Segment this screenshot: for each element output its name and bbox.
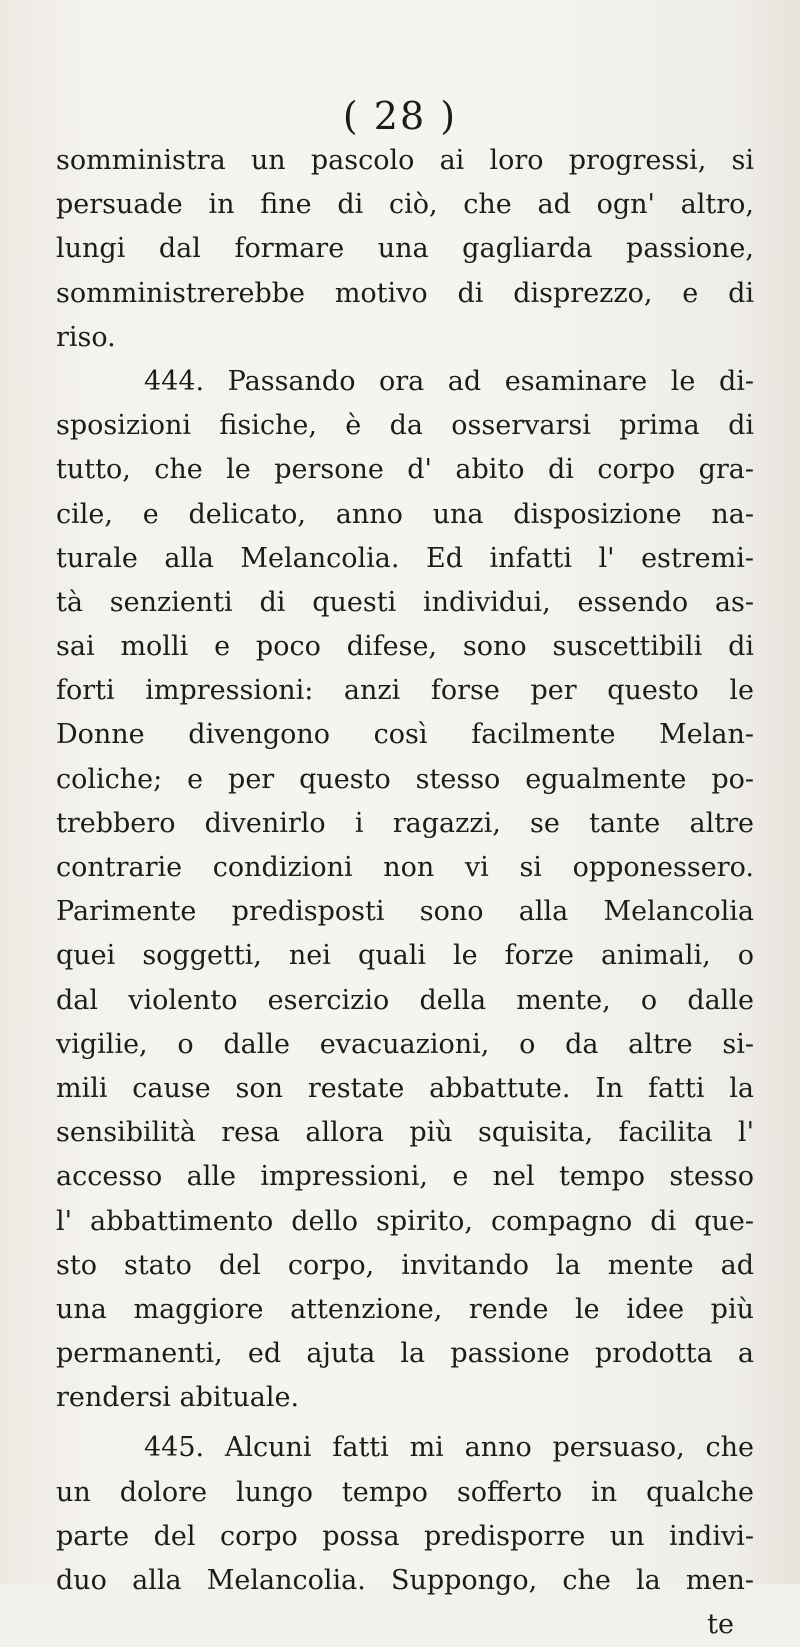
text-line: persuade in fine di ciò, che ad ogn' altro, [56,189,754,221]
paragraph-445-start: 445. Alcuni fatti mi anno persuaso, che [144,1432,754,1464]
text-line: coliche; e per questo stesso egualmente po- [56,763,754,795]
paragraph-444-start: 444. Passando ora ad esaminare le di- [144,365,754,397]
text-line: duo alla Melancolia. Suppongo, che la men- [56,1565,754,1596]
text-line: somministra un pascolo ai loro progressi, si [56,145,754,176]
text-line: turale alla Melancolia. Ed infatti l' estremi- [56,542,754,574]
text-line: sposizioni fisiche, è da osservarsi prima di [56,410,754,442]
text-line: cile, e delicato, anno una disposizione na- [56,498,754,530]
text-line: tà senzienti di questi individui, essendo as- [56,586,754,618]
page-number: ( 28 ) [342,94,458,138]
text-line: Donne divengono così facilmente Melan- [56,719,754,751]
catchword: te [707,1609,734,1641]
text-line: parte del corpo possa predisporre un indivi- [56,1520,754,1552]
text-line: l' abbattimento dello spirito, compagno di que- [56,1205,754,1237]
text-line: quei soggetti, nei quali le forze animali, o [56,940,754,972]
text-line: sto stato del corpo, invitando la mente ad [56,1249,754,1281]
text-line: accesso alle impressioni, e nel tempo stesso [56,1161,754,1193]
text-line: mili cause son restate abbattute. In fatti la [56,1072,754,1104]
text-line: rendersi abituale. [56,1382,300,1414]
text-line: tutto, che le persone d' abito di corpo gra- [56,454,754,486]
text-line: vigilie, o dalle evacuazioni, o da altre si- [56,1028,754,1060]
text-line: forti impressioni: anzi forse per questo le [56,675,754,707]
text-line: lungi dal formare una gagliarda passione, [56,233,754,265]
text-line: permanenti, ed ajuta la passione prodotta a [56,1338,754,1370]
text-line: sensibilità resa allora più squisita, facilita l' [56,1117,754,1149]
text-line: una maggiore attenzione, rende le idee più [56,1293,754,1325]
text-line: sai molli e poco difese, sono suscettibili di [56,631,754,663]
text-line: Parimente predisposti sono alla Melancolia [56,896,754,928]
text-line: somministrerebbe motivo di disprezzo, e di [56,277,754,309]
text-line: riso. [56,321,116,353]
text-line: dal violento esercizio della mente, o dalle [56,984,754,1016]
text-line: contrarie condizioni non vi si opponessero. [56,852,754,883]
text-line: trebbero divenirlo i ragazzi, se tante altre [56,807,754,839]
body-text [56,139,754,1647]
text-line: un dolore lungo tempo sofferto in qualche [56,1476,754,1508]
